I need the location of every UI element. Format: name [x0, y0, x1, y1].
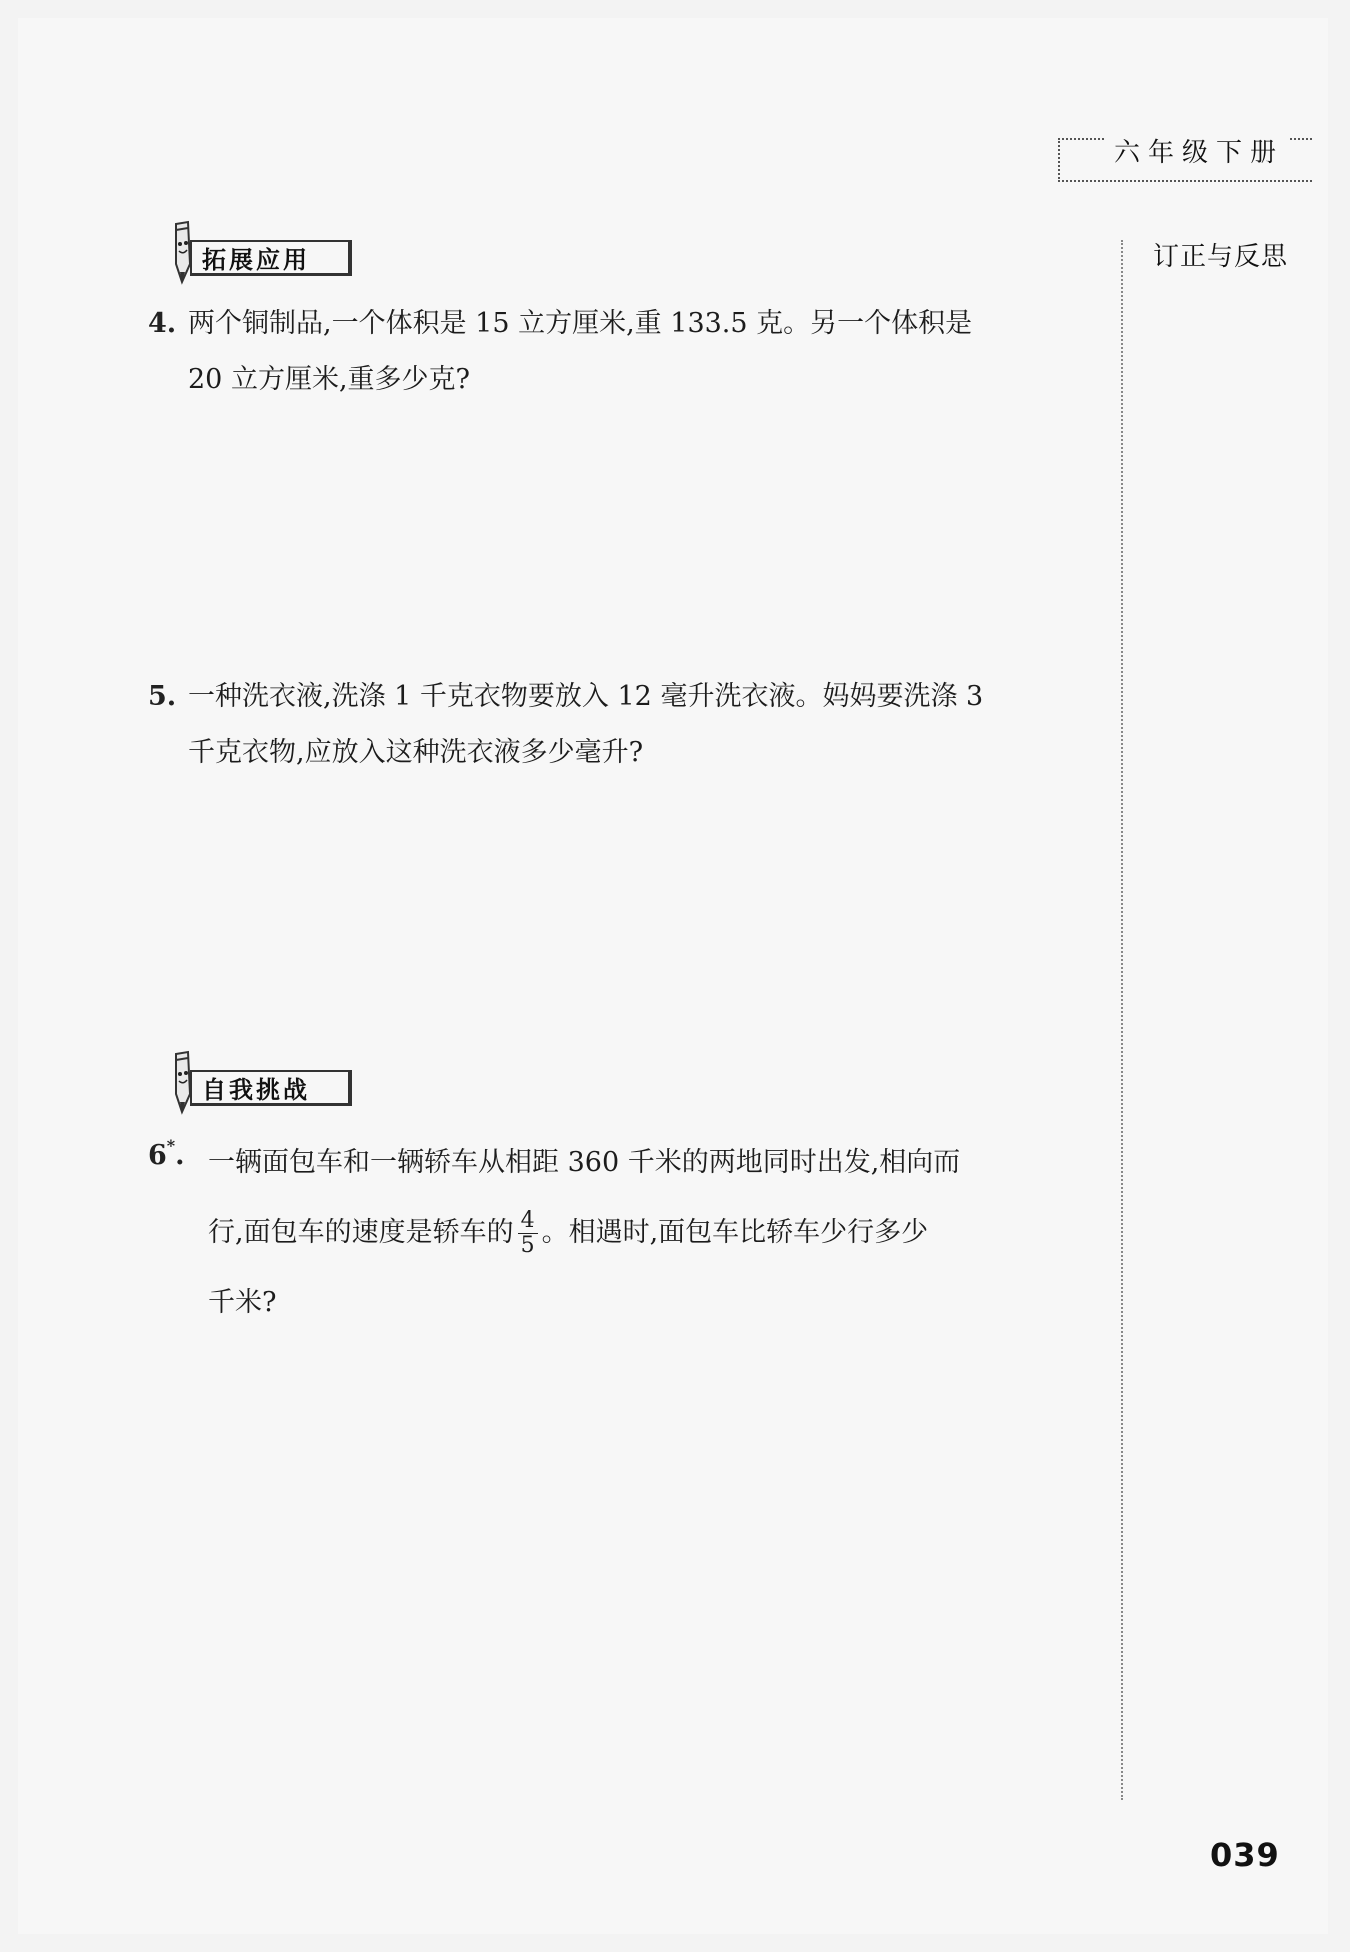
question-number-dot: . — [175, 1140, 185, 1171]
margin-divider — [1121, 240, 1123, 1800]
question-line — [208, 1198, 960, 1268]
section-header-extension — [168, 220, 348, 280]
question-5-text — [188, 669, 983, 781]
grade-label: 六年级下册 — [1104, 132, 1290, 169]
fraction-numerator: 4 — [518, 1209, 538, 1234]
question-number: 5. — [148, 681, 177, 712]
question-line: 一辆面包车和一辆轿车从相距 360 千米的两地同时出发,相向而 — [208, 1147, 961, 1178]
sidebar-title: 订正与反思 — [1153, 242, 1289, 272]
section-title: 自我挑战 — [190, 1070, 352, 1106]
fraction-denominator: 5 — [520, 1233, 535, 1258]
question-line: 一种洗衣液,洗涤 1 千克衣物要放入 12 毫升洗衣液。妈妈要洗涤 3 — [188, 681, 984, 712]
question-line: 两个铜制品,一个体积是 15 立方厘米,重 133.5 克。另一个体积是 — [188, 308, 973, 339]
section-title: 拓展应用 — [190, 240, 352, 276]
question-6-text — [208, 1128, 960, 1338]
question-line: 千克衣物,应放入这种洗衣液多少毫升? — [188, 737, 644, 768]
section-header-challenge — [168, 1050, 348, 1110]
question-line-part: 。相遇时,面包车比轿车少行多少 — [541, 1217, 929, 1248]
workbook-page — [18, 18, 1328, 1934]
question-line: 千米? — [208, 1287, 277, 1318]
question-number-digit: 6 — [148, 1140, 167, 1171]
challenge-star: * — [166, 1136, 176, 1155]
grade-header-box — [1058, 138, 1312, 182]
fraction — [518, 1209, 538, 1258]
question-number: 4. — [148, 308, 177, 339]
question-4-text — [188, 296, 972, 408]
question-line-part: 行,面包车的速度是轿车的 — [208, 1217, 514, 1248]
question-number — [148, 1136, 185, 1171]
page-number: 039 — [1210, 1836, 1280, 1874]
question-line: 20 立方厘米,重多少克? — [188, 364, 470, 395]
